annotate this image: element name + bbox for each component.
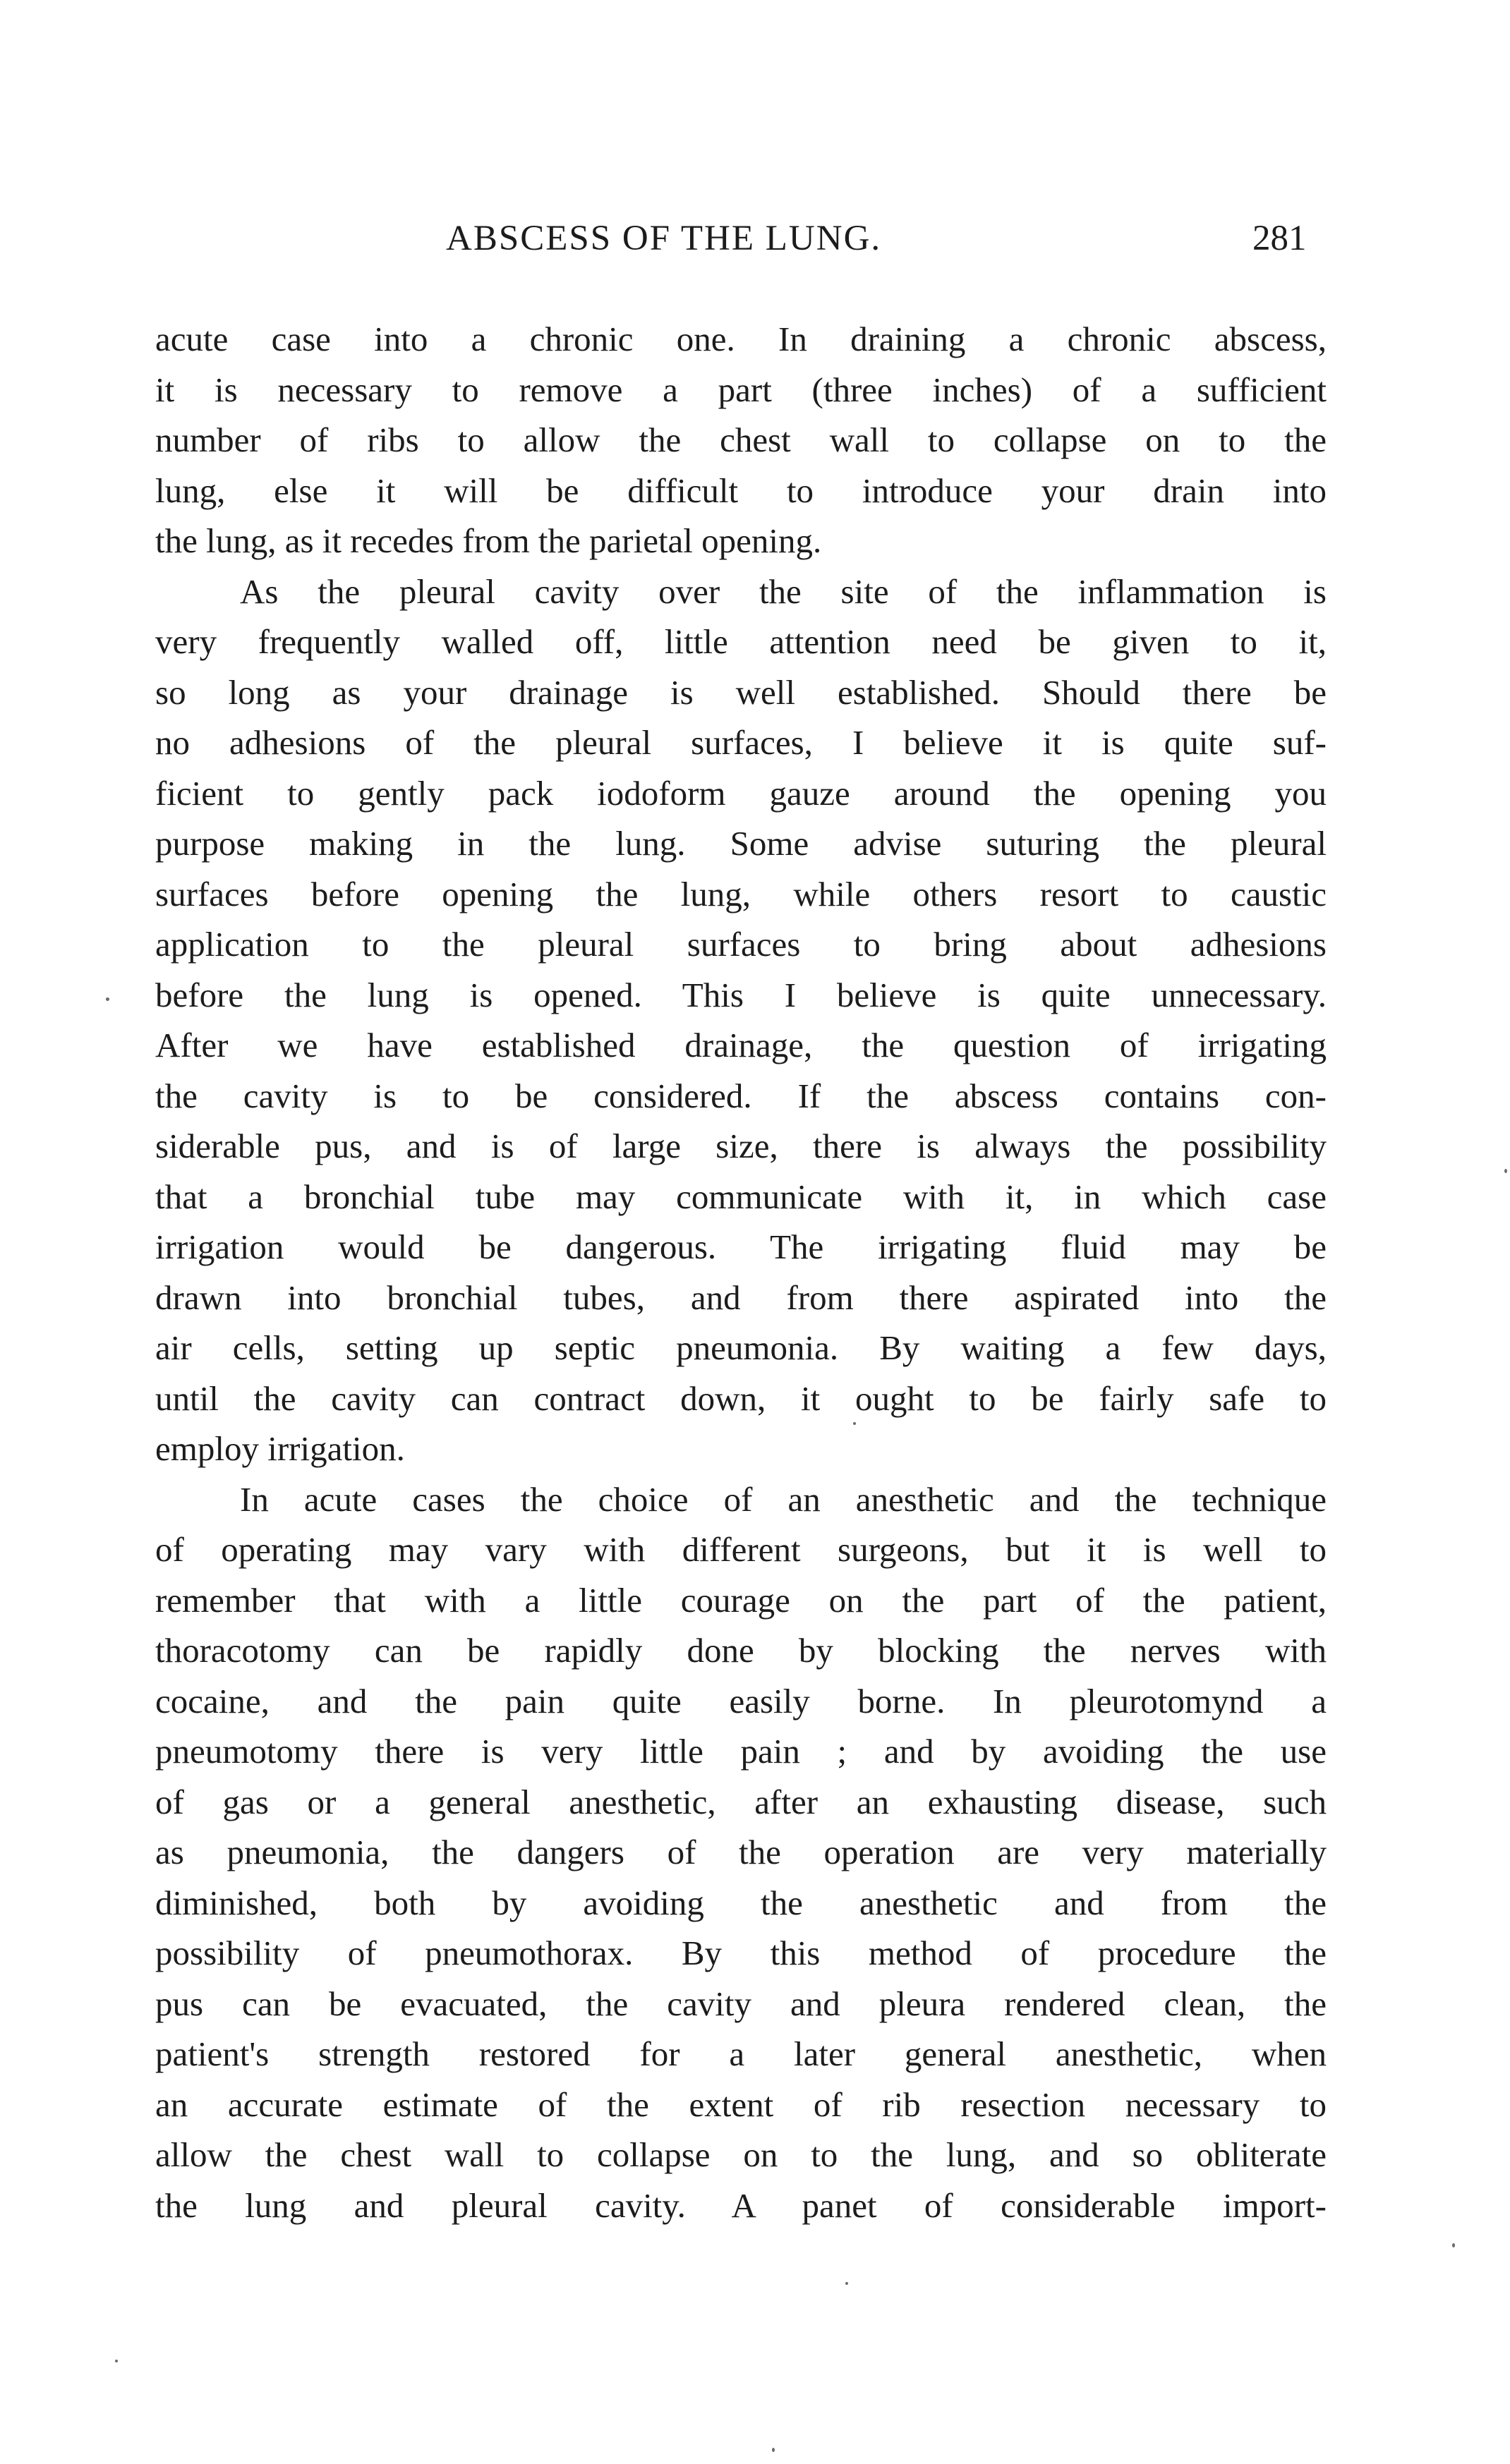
text-line: it is necessary to remove a part (three inches) of a sufficient xyxy=(155,370,1327,409)
text-line: the lung, as it recedes from the parietal opening. xyxy=(155,521,822,560)
text-line: remember that with a little courage on the part of the patient, xyxy=(155,1580,1327,1620)
text-line: irrigation would be dangerous. The irrigating fluid may be xyxy=(155,1227,1327,1266)
text-line: before the lung is opened. This I believe is quite unnecessary. xyxy=(155,975,1327,1014)
text-line: acute case into a chronic one. In draining a chronic abscess, xyxy=(155,320,1327,358)
text-line: very frequently walled off, little attention need be given to it, xyxy=(155,622,1327,661)
text-line: the cavity is to be considered. If the abscess contains con- xyxy=(155,1076,1327,1115)
text-line: so long as your drainage is well established. Should there be xyxy=(155,672,1327,712)
text-line: employ irrigation. xyxy=(155,1429,405,1468)
text-line: cocaine, and the pain quite easily borne. In pleurotomynd a xyxy=(155,1681,1327,1720)
page-number: 281 xyxy=(1252,219,1307,258)
text-line: possibility of pneumothorax. By this method of procedure the xyxy=(155,1934,1327,1972)
text-line: as pneumonia, the dangers of the operation are very materially xyxy=(155,1833,1327,1871)
text-line: pneumotomy there is very little pain ; and by avoiding the use xyxy=(155,1732,1327,1771)
text-line: the lung and pleural cavity. A panet of considerable import- xyxy=(155,2185,1327,2225)
print-speck xyxy=(1452,2243,1455,2247)
text-line: pus can be evacuated, the cavity and pleura rendered clean, the xyxy=(155,1984,1327,2023)
text-line: air cells, setting up septic pneumonia. By waiting a few days, xyxy=(155,1328,1327,1367)
text-line: ficient to gently pack iodoform gauze around the opening you xyxy=(155,773,1327,813)
text-line: of gas or a general anesthetic, after an exhausting disease, such xyxy=(155,1782,1327,1821)
print-speck xyxy=(853,1422,856,1425)
text-line: As the pleural cavity over the site of the inflammation is xyxy=(240,571,1327,611)
text-line: until the cavity can contract down, it ought to be fairly safe to xyxy=(155,1378,1327,1418)
text-line: no adhesions of the pleural surfaces, I believe it is quite suf- xyxy=(155,723,1327,762)
text-line: siderable pus, and is of large size, there is always the possibility xyxy=(155,1127,1327,1165)
text-line: thoracotomy can be rapidly done by blocking the nerves with xyxy=(155,1631,1327,1670)
text-line: patient's strength restored for a later general anesthetic, when xyxy=(155,2034,1327,2073)
text-line: that a bronchial tube may communicate with it, in which case xyxy=(155,1177,1327,1216)
text-line: number of ribs to allow the chest wall to collapse on to the xyxy=(155,420,1327,459)
body-text xyxy=(155,314,1327,2231)
print-speck xyxy=(1504,1169,1507,1173)
text-line: of operating may vary with different surgeons, but it is well to xyxy=(155,1530,1327,1569)
text-line: In acute cases the choice of an anesthetic and the technique xyxy=(240,1479,1327,1519)
text-line: an accurate estimate of the extent of rib resection necessary to xyxy=(155,2084,1327,2124)
text-line: lung, else it will be difficult to introduce your drain into xyxy=(155,471,1327,510)
text-line: diminished, both by avoiding the anesthetic and from the xyxy=(155,1883,1327,1922)
print-speck xyxy=(106,997,109,1001)
text-line: After we have established drainage, the question of irrigating xyxy=(155,1026,1327,1064)
text-line: drawn into bronchial tubes, and from there aspirated into the xyxy=(155,1277,1327,1317)
print-speck xyxy=(772,2448,775,2452)
text-line: purpose making in the lung. Some advise suturing the pleural xyxy=(155,824,1327,863)
print-speck xyxy=(845,2282,848,2285)
text-line: allow the chest wall to collapse on to the lung, and so obliterate xyxy=(155,2135,1327,2174)
text-line: surfaces before opening the lung, while others resort to caustic xyxy=(155,874,1327,914)
print-speck xyxy=(115,2360,118,2362)
running-title: ABSCESS OF THE LUNG. xyxy=(446,219,882,258)
text-line: application to the pleural surfaces to bring about adhesions xyxy=(155,925,1327,964)
